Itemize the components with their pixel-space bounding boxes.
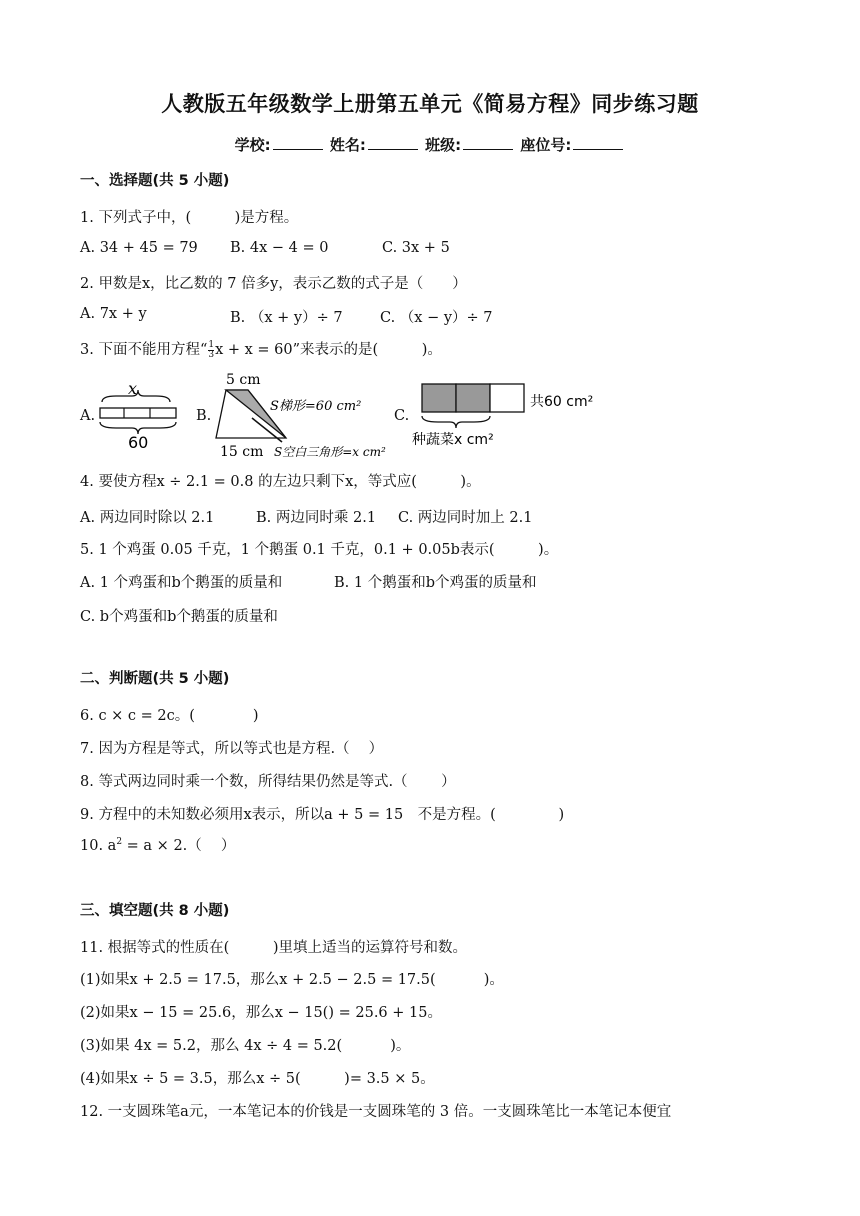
school-blank[interactable] — [273, 135, 323, 150]
school-label: 学校: — [234, 136, 271, 154]
class-label: 班级: — [425, 136, 462, 154]
q11-part3: (3)如果 4x = 5.2，那么 4x ÷ 4 = 5.2( )。 — [80, 1038, 411, 1054]
q9-stem: 9. 方程中的未知数必须用x表示，所以a + 5 = 15 不是方程。( ) — [80, 807, 565, 823]
q3-option-a-label: A. — [80, 408, 96, 424]
q1-stem: 1. 下列式子中，( )是方程。 — [80, 210, 299, 226]
q4-stem: 4. 要使方程x ÷ 2.1 = 0.8 的左边只剩下x，等式应( )。 — [80, 474, 481, 490]
q11-part1: (1)如果x + 2.5 = 17.5，那么x + 2.5 − 2.5 = 17.5( )。 — [80, 972, 504, 988]
q3-figure-b — [212, 368, 392, 460]
q3-stem — [80, 338, 442, 360]
q3-c-brace — [422, 416, 490, 428]
student-info-line — [0, 134, 860, 155]
name-blank[interactable] — [368, 135, 418, 150]
q3-c-veg-area: 种蔬菜x cm² — [412, 432, 494, 448]
q4-option-b: B. 两边同时乘 2.1 — [256, 510, 377, 526]
section-choice-heading: 一、选择题(共 5 小题) — [80, 173, 230, 189]
q2-stem: 2. 甲数是x，比乙数的 7 倍多y，表示乙数的式子是（ ） — [80, 276, 467, 292]
q3-stem-pre: 3. 下面不能用方程“ — [80, 342, 208, 358]
q3-b-top-length: 5 cm — [226, 372, 261, 388]
q5-stem: 5. 1 个鸡蛋 0.05 千克，1 个鹅蛋 0.1 千克，0.1 + 0.05b表示( )。 — [80, 542, 559, 558]
q5-option-a: A. 1 个鸡蛋和b个鹅蛋的质量和 — [80, 575, 283, 591]
q6-stem: 6. c × c = 2c。( ) — [80, 708, 259, 724]
section-judge-heading: 二、判断题(共 5 小题) — [80, 671, 230, 687]
q4-option-c: C. 两边同时加上 2.1 — [398, 510, 533, 526]
q2-option-b: B. （x + y）÷ 7 — [230, 310, 343, 326]
q3-option-c-label: C. — [394, 408, 410, 424]
seat-label: 座位号: — [520, 136, 572, 154]
q1-option-b: B. 4x − 4 = 0 — [230, 240, 329, 256]
q3-frac-num: 1 — [208, 339, 215, 350]
q7-stem: 7. 因为方程是等式，所以等式也是方程.（ ） — [80, 741, 384, 757]
q3-stem-post: x + x = 60”来表示的是( )。 — [215, 342, 442, 358]
q10-stem — [80, 834, 235, 855]
q3-c-total-area: 共60 cm² — [530, 394, 594, 410]
section-fill-heading: 三、填空题(共 8 小题) — [80, 903, 230, 919]
q12-stem: 12. 一支圆珠笔a元，一本笔记本的价钱是一支圆珠笔的 3 倍。一支圆珠笔比一本笔记本便宜 — [80, 1104, 672, 1120]
q3-a-x-label: x — [128, 380, 138, 398]
q11-part4: (4)如果x ÷ 5 = 3.5，那么x ÷ 5( )= 3.5 × 5。 — [80, 1071, 435, 1087]
q10-exponent: 2 — [116, 837, 123, 848]
q2-option-a: A. 7x + y — [80, 306, 147, 322]
q3-c-bar — [490, 384, 524, 412]
q5-option-b: B. 1 个鹅蛋和b个鸡蛋的质量和 — [334, 575, 537, 591]
q1-option-c: C. 3x + 5 — [382, 240, 450, 256]
q3-figure-c — [412, 378, 602, 450]
q4-option-a: A. 两边同时除以 2.1 — [80, 510, 215, 526]
q1-option-a: A. 34 + 45 = 79 — [80, 240, 198, 256]
q3-frac-den: 3 — [208, 349, 215, 360]
seat-blank[interactable] — [573, 135, 623, 150]
q3-a-60-label: 60 — [128, 433, 149, 452]
q3-figure-a — [96, 380, 186, 452]
q10-post: = a × 2.（ ） — [122, 838, 236, 854]
q3-option-b-label: B. — [196, 408, 212, 424]
q2-option-c: C. （x − y）÷ 7 — [380, 310, 493, 326]
q8-stem: 8. 等式两边同时乘一个数，所得结果仍然是等式.（ ） — [80, 774, 456, 790]
q5-option-c: C. b个鸡蛋和b个鹅蛋的质量和 — [80, 609, 278, 625]
q3-b-bottom-length: 15 cm — [220, 444, 264, 460]
q10-pre: 10. a — [80, 838, 117, 854]
q3-b-trapezoid-area: S梯形=60 cm² — [270, 399, 362, 414]
q11-part2: (2)如果x − 15 = 25.6，那么x − 15() = 25.6 + 15。 — [80, 1005, 442, 1021]
q3-b-triangle-area: S空白三角形=x cm² — [274, 445, 386, 459]
q3-a-bar — [100, 408, 176, 418]
q11-stem: 11. 根据等式的性质在( )里填上适当的运算符号和数。 — [80, 940, 467, 956]
class-blank[interactable] — [463, 135, 513, 150]
name-label: 姓名: — [329, 136, 366, 154]
q3-fraction — [208, 341, 214, 360]
page-title: 人教版五年级数学上册第五单元《简易方程》同步练习题 — [161, 92, 699, 116]
